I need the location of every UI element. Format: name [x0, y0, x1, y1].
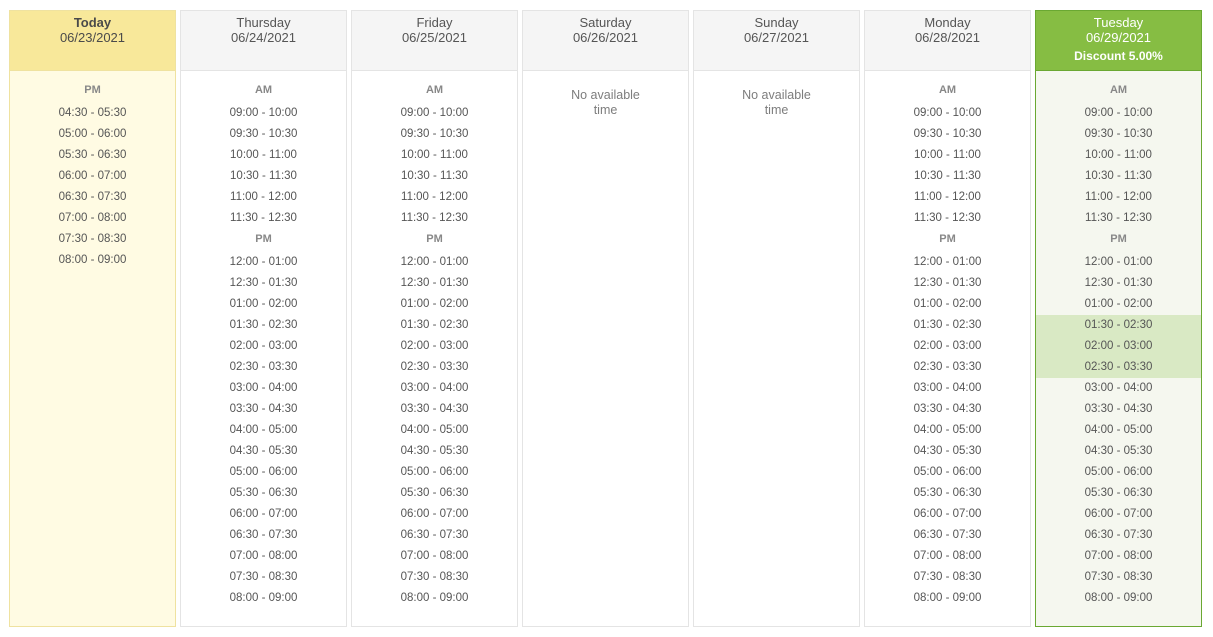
time-slot[interactable]: 06:30 - 07:30: [58, 191, 127, 203]
day-date: 06/29/2021: [1085, 30, 1152, 45]
time-slot[interactable]: 03:00 - 04:00: [913, 382, 982, 394]
day-name: Saturday: [579, 15, 632, 30]
time-slot[interactable]: 08:00 - 09:00: [913, 592, 982, 604]
time-slot[interactable]: 11:30 - 12:30: [230, 212, 297, 224]
day-header[interactable]: [694, 11, 859, 71]
time-slot[interactable]: 10:30 - 11:30: [401, 170, 468, 182]
time-slot[interactable]: 03:30 - 04:30: [1084, 403, 1153, 415]
time-slot[interactable]: 04:30 - 05:30: [58, 107, 127, 119]
time-slot[interactable]: 01:30 - 02:30: [1036, 315, 1201, 336]
time-slot-list: [865, 72, 1030, 626]
day-date: 06/28/2021: [914, 30, 981, 45]
time-slot[interactable]: 05:00 - 06:00: [913, 466, 982, 478]
time-slot[interactable]: 07:00 - 08:00: [400, 550, 469, 562]
day-header[interactable]: [865, 11, 1030, 71]
time-slot[interactable]: 07:00 - 08:00: [1084, 550, 1153, 562]
time-slot[interactable]: 04:00 - 05:00: [400, 424, 469, 436]
time-slot[interactable]: 11:00 - 12:00: [230, 191, 297, 203]
no-available-time-message: No available time: [571, 88, 640, 117]
period-label-am: AM: [938, 84, 957, 96]
time-slot[interactable]: 10:30 - 11:30: [230, 170, 297, 182]
time-slot[interactable]: 09:00 - 10:00: [913, 107, 982, 119]
time-slot[interactable]: 11:00 - 12:00: [1085, 191, 1152, 203]
time-slot[interactable]: 04:00 - 05:00: [1084, 424, 1153, 436]
time-slot[interactable]: 05:30 - 06:30: [58, 149, 127, 161]
time-slot[interactable]: 07:00 - 08:00: [913, 550, 982, 562]
day-column-tuesday: [1035, 10, 1202, 627]
time-slot-list: [523, 72, 688, 626]
time-slot[interactable]: 11:30 - 12:30: [401, 212, 468, 224]
time-slot[interactable]: 05:30 - 06:30: [1084, 487, 1153, 499]
time-slot[interactable]: 11:30 - 12:30: [914, 212, 981, 224]
time-slot[interactable]: 01:00 - 02:00: [229, 298, 298, 310]
time-slot[interactable]: 09:00 - 10:00: [400, 107, 469, 119]
time-slot[interactable]: 09:30 - 10:30: [400, 128, 469, 140]
time-slot[interactable]: 12:30 - 01:30: [400, 277, 469, 289]
day-header[interactable]: [181, 11, 346, 71]
day-header[interactable]: [10, 11, 175, 71]
time-slot[interactable]: 06:30 - 07:30: [913, 529, 982, 541]
day-column-thursday: [180, 10, 347, 627]
time-slot[interactable]: 03:00 - 04:00: [229, 382, 298, 394]
day-name: Today: [73, 15, 112, 30]
time-slot[interactable]: 10:30 - 11:30: [1085, 170, 1152, 182]
period-label-pm: PM: [426, 233, 443, 245]
period-label-am: AM: [425, 84, 444, 96]
time-slot[interactable]: 09:30 - 10:30: [1084, 128, 1153, 140]
time-slot[interactable]: 08:00 - 09:00: [400, 592, 469, 604]
time-slot[interactable]: 12:00 - 01:00: [229, 256, 298, 268]
period-label-am: AM: [254, 84, 273, 96]
time-slot[interactable]: 01:30 - 02:30: [913, 319, 982, 331]
time-slot[interactable]: 10:30 - 11:30: [914, 170, 981, 182]
time-slot[interactable]: 07:00 - 08:00: [229, 550, 298, 562]
time-slot[interactable]: 03:30 - 04:30: [400, 403, 469, 415]
time-slot[interactable]: 04:30 - 05:30: [229, 445, 298, 457]
time-slot[interactable]: 11:00 - 12:00: [401, 191, 468, 203]
time-slot-list: [1036, 72, 1201, 626]
time-slot[interactable]: 08:00 - 09:00: [229, 592, 298, 604]
time-slot[interactable]: 04:00 - 05:00: [229, 424, 298, 436]
time-slot[interactable]: 07:30 - 08:30: [58, 233, 127, 245]
time-slot-list: [694, 72, 859, 626]
time-slot[interactable]: 03:30 - 04:30: [913, 403, 982, 415]
day-date: 06/25/2021: [401, 30, 468, 45]
schedule-calendar: [9, 10, 1203, 627]
time-slot[interactable]: 07:30 - 08:30: [1084, 571, 1153, 583]
time-slot[interactable]: 10:00 - 11:00: [914, 149, 981, 161]
day-date: 06/26/2021: [572, 30, 639, 45]
time-slot[interactable]: 03:00 - 04:00: [1084, 382, 1153, 394]
day-date: 06/27/2021: [743, 30, 810, 45]
time-slot[interactable]: 03:00 - 04:00: [400, 382, 469, 394]
time-slot[interactable]: 05:00 - 06:00: [229, 466, 298, 478]
time-slot[interactable]: 02:00 - 03:00: [1036, 336, 1201, 357]
time-slot[interactable]: 06:00 - 07:00: [400, 508, 469, 520]
time-slot[interactable]: 12:00 - 01:00: [400, 256, 469, 268]
time-slot[interactable]: 05:00 - 06:00: [400, 466, 469, 478]
day-column-today: [9, 10, 176, 627]
time-slot[interactable]: 01:00 - 02:00: [913, 298, 982, 310]
time-slot[interactable]: 12:30 - 01:30: [1084, 277, 1153, 289]
time-slot-list: [352, 72, 517, 626]
time-slot[interactable]: 02:00 - 03:00: [913, 340, 982, 352]
time-slot[interactable]: 04:30 - 05:30: [1084, 445, 1153, 457]
day-column-friday: [351, 10, 518, 627]
time-slot[interactable]: 12:00 - 01:00: [1084, 256, 1153, 268]
time-slot[interactable]: 02:30 - 03:30: [400, 361, 469, 373]
day-column-sunday: [693, 10, 860, 627]
day-header[interactable]: [523, 11, 688, 71]
day-name: Sunday: [754, 15, 799, 30]
time-slot[interactable]: 02:30 - 03:30: [913, 361, 982, 373]
time-slot[interactable]: 09:30 - 10:30: [913, 128, 982, 140]
time-slot[interactable]: 07:30 - 08:30: [400, 571, 469, 583]
time-slot[interactable]: 10:00 - 11:00: [401, 149, 468, 161]
no-available-time-message: No available time: [742, 88, 811, 117]
time-slot[interactable]: 04:30 - 05:30: [400, 445, 469, 457]
time-slot[interactable]: 11:00 - 12:00: [914, 191, 981, 203]
day-name: Friday: [416, 15, 453, 30]
time-slot[interactable]: 08:00 - 09:00: [58, 254, 127, 266]
time-slot[interactable]: 01:00 - 02:00: [1084, 298, 1153, 310]
time-slot[interactable]: 06:00 - 07:00: [58, 170, 127, 182]
time-slot[interactable]: 09:00 - 10:00: [1084, 107, 1153, 119]
period-label-pm: PM: [1110, 233, 1127, 245]
time-slot[interactable]: 05:00 - 06:00: [58, 128, 127, 140]
day-header[interactable]: [352, 11, 517, 71]
time-slot[interactable]: 09:00 - 10:00: [229, 107, 298, 119]
day-date: 06/23/2021: [59, 30, 126, 45]
time-slot-list: [10, 72, 175, 626]
period-label-pm: PM: [84, 84, 101, 96]
period-label-pm: PM: [939, 233, 956, 245]
time-slot[interactable]: 03:30 - 04:30: [229, 403, 298, 415]
period-label-am: AM: [1109, 84, 1128, 96]
time-slot[interactable]: 11:30 - 12:30: [1085, 212, 1152, 224]
time-slot[interactable]: 07:30 - 08:30: [229, 571, 298, 583]
time-slot[interactable]: 12:30 - 01:30: [229, 277, 298, 289]
time-slot[interactable]: 07:00 - 08:00: [58, 212, 127, 224]
time-slot[interactable]: 04:00 - 05:00: [913, 424, 982, 436]
time-slot[interactable]: 05:30 - 06:30: [229, 487, 298, 499]
time-slot[interactable]: 02:30 - 03:30: [1036, 357, 1201, 378]
time-slot[interactable]: 01:00 - 02:00: [400, 298, 469, 310]
time-slot[interactable]: 10:00 - 11:00: [230, 149, 297, 161]
time-slot[interactable]: 06:00 - 07:00: [1084, 508, 1153, 520]
day-column-monday: [864, 10, 1031, 627]
time-slot[interactable]: 02:00 - 03:00: [229, 340, 298, 352]
time-slot-list: [181, 72, 346, 626]
time-slot[interactable]: 12:30 - 01:30: [913, 277, 982, 289]
time-slot[interactable]: 02:00 - 03:00: [400, 340, 469, 352]
time-slot[interactable]: 01:30 - 02:30: [400, 319, 469, 331]
day-date: 06/24/2021: [230, 30, 297, 45]
day-name: Thursday: [236, 15, 291, 30]
period-label-pm: PM: [255, 233, 272, 245]
time-slot[interactable]: 06:00 - 07:00: [913, 508, 982, 520]
time-slot[interactable]: 08:00 - 09:00: [1084, 592, 1153, 604]
time-slot[interactable]: 10:00 - 11:00: [1085, 149, 1152, 161]
time-slot[interactable]: 12:00 - 01:00: [913, 256, 982, 268]
day-name: Monday: [924, 15, 971, 30]
time-slot[interactable]: 06:30 - 07:30: [229, 529, 298, 541]
time-slot[interactable]: 05:30 - 06:30: [913, 487, 982, 499]
time-slot[interactable]: 04:30 - 05:30: [913, 445, 982, 457]
time-slot[interactable]: 06:00 - 07:00: [229, 508, 298, 520]
time-slot[interactable]: 02:30 - 03:30: [229, 361, 298, 373]
discount-badge: Discount 5.00%: [1074, 49, 1163, 63]
day-header[interactable]: [1036, 11, 1201, 71]
time-slot[interactable]: 05:30 - 06:30: [400, 487, 469, 499]
time-slot[interactable]: 01:30 - 02:30: [229, 319, 298, 331]
day-name: Tuesday: [1093, 15, 1144, 30]
time-slot[interactable]: 05:00 - 06:00: [1084, 466, 1153, 478]
time-slot[interactable]: 06:30 - 07:30: [1084, 529, 1153, 541]
day-column-saturday: [522, 10, 689, 627]
time-slot[interactable]: 07:30 - 08:30: [913, 571, 982, 583]
time-slot[interactable]: 06:30 - 07:30: [400, 529, 469, 541]
time-slot[interactable]: 09:30 - 10:30: [229, 128, 298, 140]
